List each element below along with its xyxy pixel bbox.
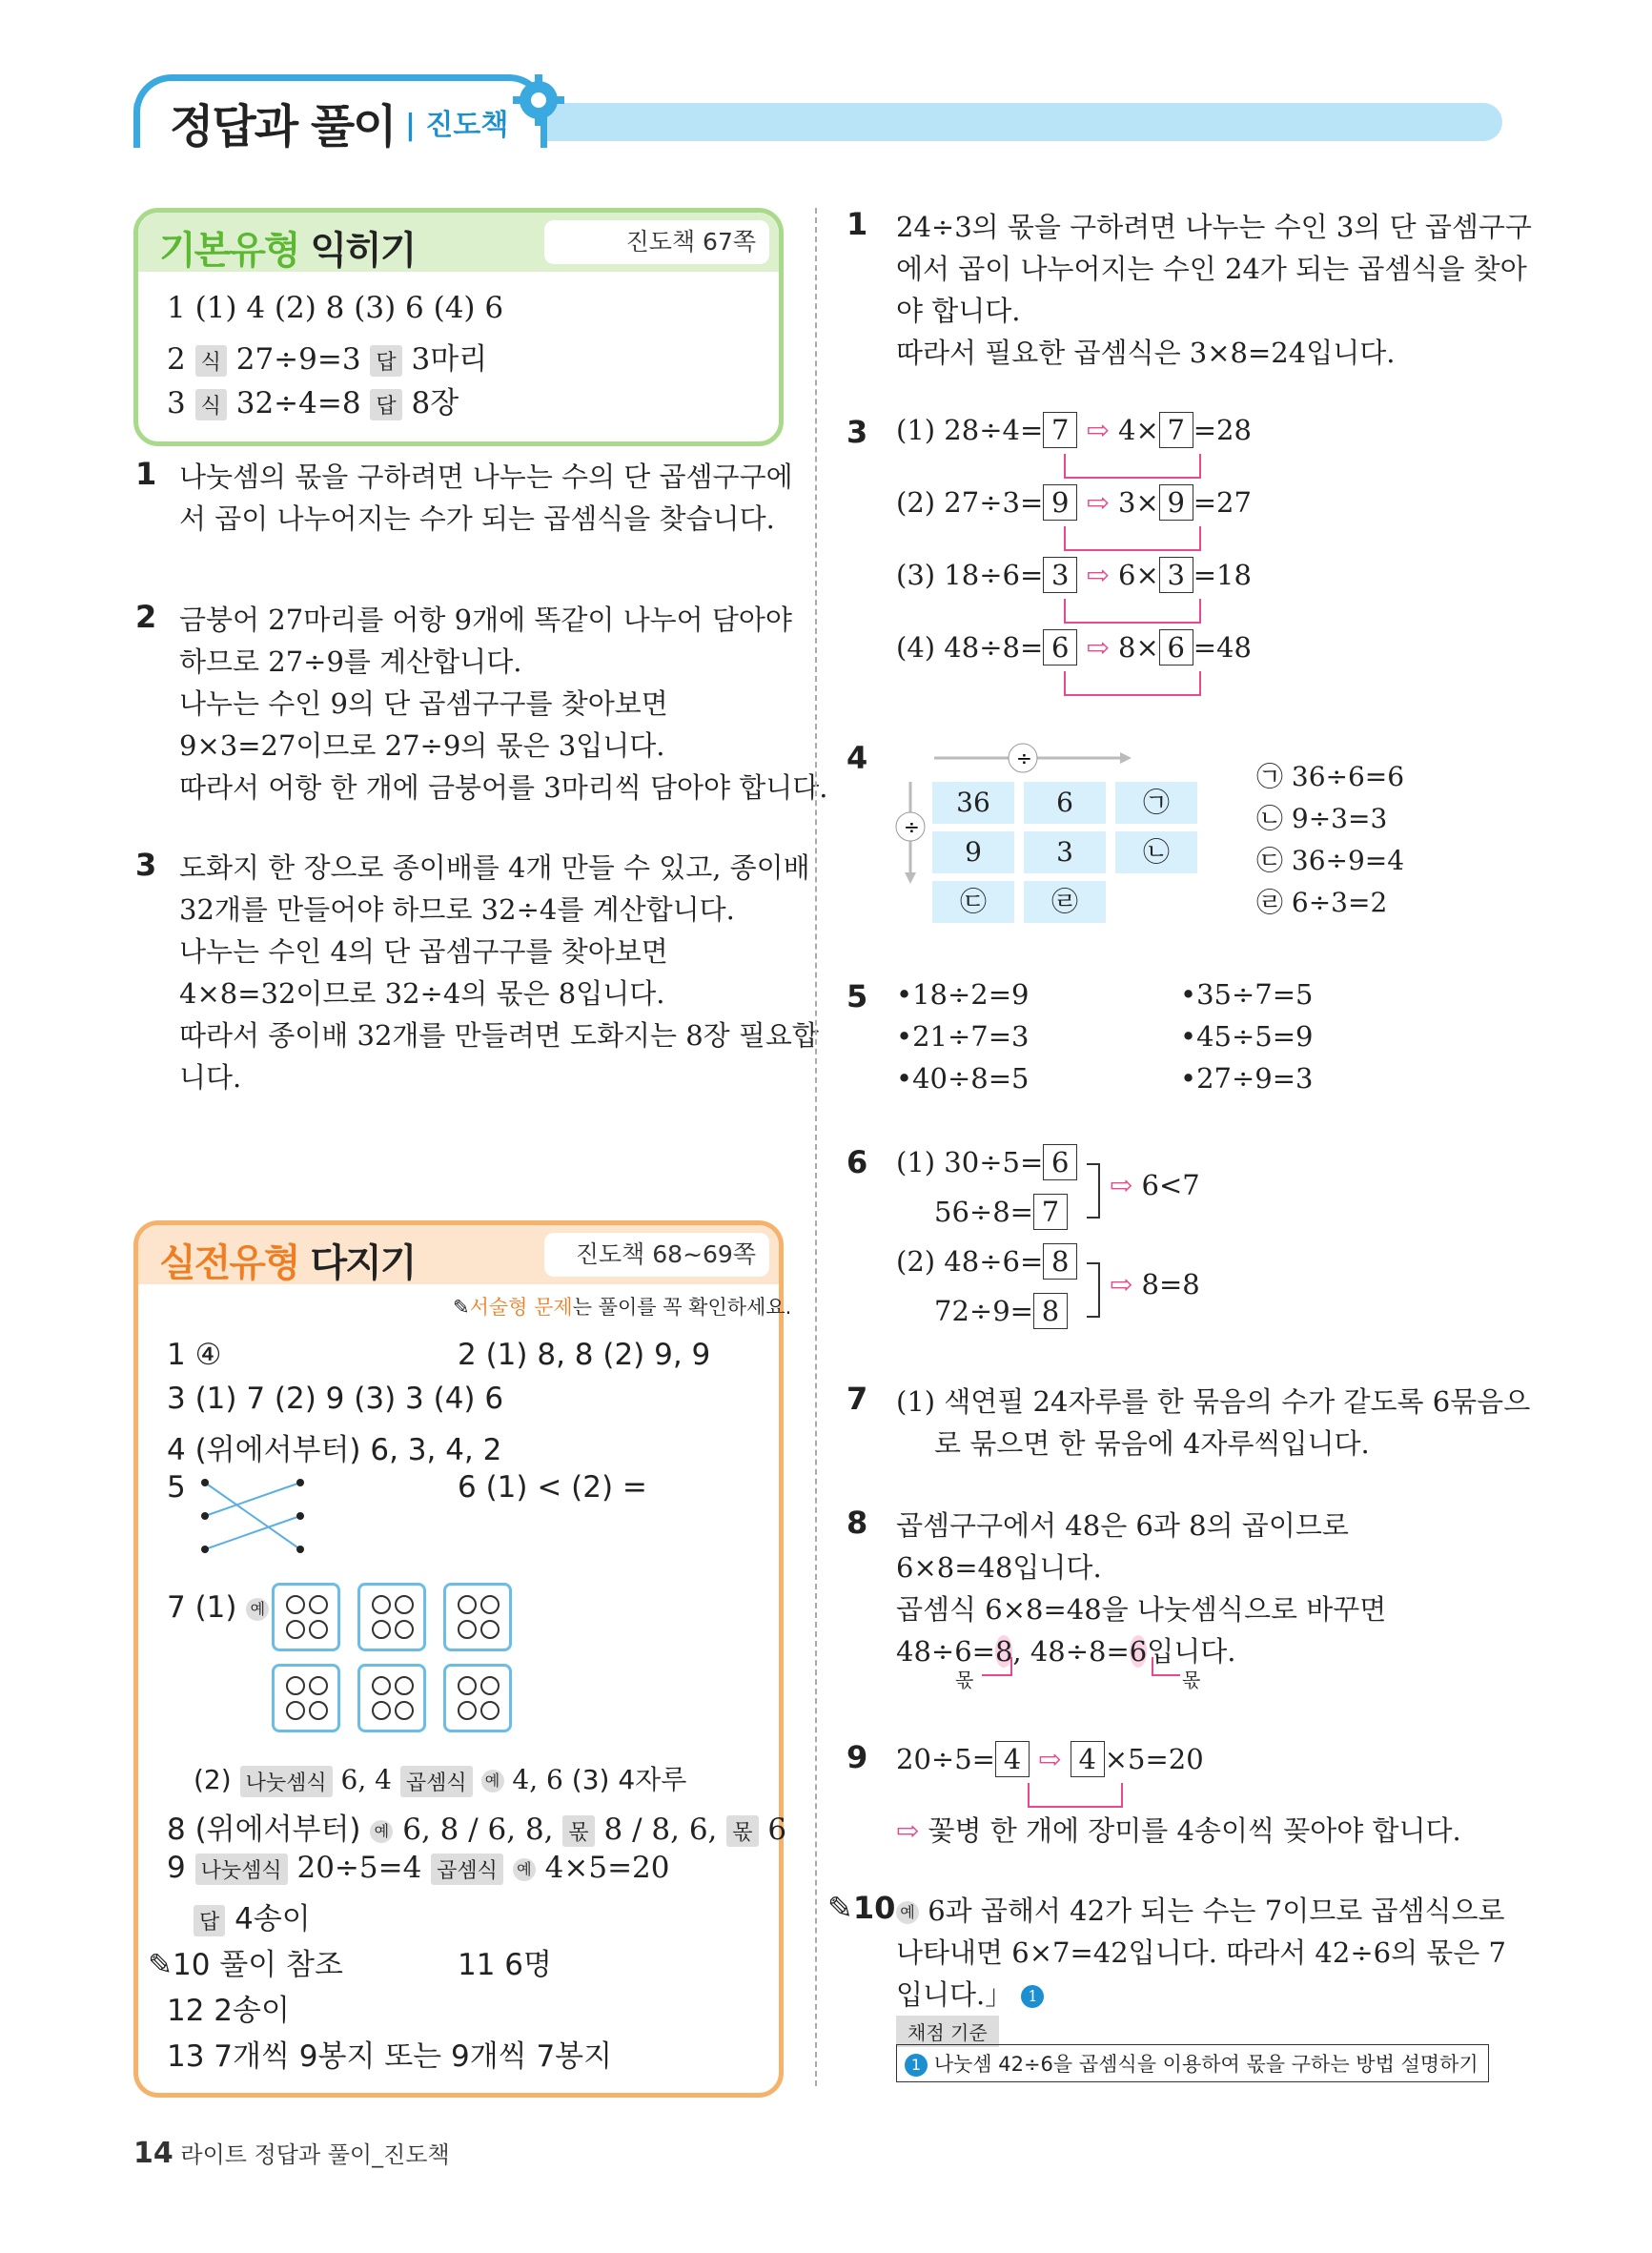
connector-line bbox=[1028, 1783, 1123, 1808]
p-answer-1: 1 ④ bbox=[167, 1338, 222, 1372]
grid-cell: 36 bbox=[932, 782, 1014, 824]
arrow-icon: ⇨ bbox=[1077, 631, 1118, 664]
bracket bbox=[1087, 1262, 1100, 1318]
equation-row bbox=[896, 557, 1252, 593]
answer-3: 3 식 32÷4=8 답 8장 bbox=[167, 386, 459, 420]
dot bbox=[458, 1676, 477, 1695]
solution-number: 8 bbox=[846, 1505, 868, 1541]
label-line bbox=[1152, 1657, 1180, 1676]
division-fact: •35÷7=5 bbox=[1180, 978, 1314, 1011]
solution-number: 1 bbox=[846, 206, 868, 242]
arrow-icon: ⇨ bbox=[1077, 559, 1118, 591]
dot-group bbox=[357, 1583, 426, 1651]
solution-line bbox=[896, 1630, 1236, 1669]
solution-line: 곱셈식 6×8=48을 나눗셈식으로 바꾸면 bbox=[896, 1593, 1387, 1626]
p-answer-7: 7 (1) 예 bbox=[167, 1590, 269, 1625]
solution-number: 3 bbox=[135, 847, 157, 883]
equation-left: 56÷8= bbox=[934, 1196, 1033, 1228]
criteria-text: 나눗셈 42÷6을 곱셈식을 이용하여 몫을 구하는 방법 설명하기 bbox=[933, 2053, 1479, 2076]
basic-type-box bbox=[133, 208, 784, 446]
solution-line: 나누는 수인 4의 단 곱셈구구를 찾아보면 bbox=[179, 935, 668, 968]
answer-box: 3 bbox=[1043, 557, 1077, 593]
equation-row bbox=[896, 484, 1252, 521]
solution-number: 4 bbox=[846, 740, 868, 776]
pencil-icon: ✎ bbox=[148, 1948, 173, 1982]
connector-line bbox=[1064, 454, 1201, 479]
line-text: 꽃병 한 개에 장미를 4송이씩 꽂아야 합니다. bbox=[928, 1814, 1461, 1847]
comparison-text: 8=8 bbox=[1141, 1268, 1200, 1301]
division-fact: •27÷9=3 bbox=[1180, 1062, 1314, 1095]
p-answer-4: 4 (위에서부터) 6, 3, 4, 2 bbox=[167, 1433, 502, 1467]
grid-cell: ㉣ bbox=[1024, 881, 1106, 923]
solution-line: 곱셈구구에서 48은 6과 8의 곱이므로 bbox=[896, 1509, 1349, 1542]
box-title: 실전유형 다지기 bbox=[159, 1241, 416, 1285]
answer-box: 6 bbox=[1159, 629, 1193, 666]
answer-box: 6 bbox=[1043, 629, 1077, 666]
dot-group bbox=[272, 1664, 340, 1732]
bracket bbox=[1087, 1163, 1100, 1219]
p-answer-9: 9 나눗셈식 20÷5=4 곱셈식 예 4×5=20 bbox=[167, 1851, 670, 1885]
eq-part: 입니다. bbox=[1147, 1635, 1236, 1668]
comparison-row bbox=[896, 1144, 1077, 1180]
answer-box: 9 bbox=[1159, 484, 1193, 521]
equation-left: 20÷5= bbox=[896, 1743, 995, 1775]
box-title: 기본유형 익히기 bbox=[159, 229, 416, 273]
p-answer-12: 12 2송이 bbox=[167, 1994, 290, 2028]
equation-mid: 6× bbox=[1118, 559, 1159, 591]
p-answer-6: 6 (1) < (2) = bbox=[458, 1470, 647, 1505]
answer-2: 2 식 27÷9=3 답 3마리 bbox=[167, 342, 488, 377]
solution-line: 따라서 어항 한 개에 금붕어를 3마리씩 담아야 합니다. bbox=[179, 771, 828, 804]
criteria-title: 채점 기준 bbox=[896, 2016, 999, 2047]
solution-number: 5 bbox=[846, 978, 868, 1014]
highlight-quotient: 6 bbox=[1129, 1635, 1148, 1668]
dot bbox=[395, 1676, 414, 1695]
equation-left: (1) 28÷4= bbox=[896, 414, 1044, 446]
line-text: 나타내면 6×7=42입니다. 따라서 42÷6의 몫은 7 bbox=[896, 1936, 1506, 1969]
solution-line: 나누는 수인 9의 단 곱셈구구를 찾아보면 bbox=[179, 687, 668, 720]
essay-note: ✎서술형 문제는 풀이를 꼭 확인하세요. bbox=[453, 1296, 792, 1319]
dot-group bbox=[272, 1583, 340, 1651]
dot bbox=[309, 1595, 328, 1614]
gear-icon bbox=[511, 72, 566, 128]
comparison-row bbox=[896, 1243, 1077, 1280]
solution-line bbox=[896, 1974, 1044, 2013]
dot bbox=[309, 1676, 328, 1695]
p-answer-7b: (2) 나눗셈식 6, 4 곱셈식 예 4, 6 (3) 4자루 bbox=[194, 1764, 687, 1795]
footer: 14 라이트 정답과 풀이_진도책 bbox=[133, 2137, 450, 2170]
equation-left: (1) 30÷5= bbox=[896, 1146, 1044, 1178]
dot bbox=[372, 1701, 391, 1720]
dot bbox=[286, 1701, 305, 1720]
solution-line: 야 합니다. bbox=[896, 295, 1021, 327]
solution-line: 24÷3의 몫을 구하려면 나누는 수인 3의 단 곱셈구구 bbox=[896, 211, 1532, 243]
equation-right: =27 bbox=[1193, 486, 1252, 519]
arrow-icon: ⇨ bbox=[896, 1814, 928, 1847]
solution-number: 2 bbox=[135, 599, 157, 635]
answer-box: 4 bbox=[1071, 1741, 1105, 1777]
page-title: 정답과 풀이 bbox=[170, 100, 396, 154]
equation-left: (4) 48÷8= bbox=[896, 631, 1044, 664]
example-badge: 예 bbox=[896, 1901, 919, 1924]
solution-line: 따라서 필요한 곱셈식은 3×8=24입니다. bbox=[896, 337, 1396, 369]
grid-cell: 9 bbox=[932, 831, 1014, 873]
connector-line bbox=[1064, 671, 1201, 696]
dot bbox=[480, 1676, 500, 1695]
solution-line: 로 묶으면 한 묶음에 4자루씩입니다. bbox=[934, 1427, 1370, 1460]
equation-left: 72÷9= bbox=[934, 1295, 1033, 1327]
grid-cell: 3 bbox=[1024, 831, 1106, 873]
solution-line: 금붕어 27마리를 어항 9개에 똑같이 나누어 담아야 bbox=[179, 604, 792, 636]
page-ref: 진도책 68~69쪽 bbox=[544, 1233, 769, 1277]
page-ref: 진도책 67쪽 bbox=[544, 220, 769, 264]
connector-line bbox=[1064, 526, 1201, 551]
mark-badge: 1 bbox=[1021, 1985, 1044, 2008]
comparison-text: 6<7 bbox=[1141, 1169, 1200, 1201]
solution-line bbox=[896, 1810, 1461, 1849]
solution-number: 6 bbox=[846, 1144, 868, 1180]
solution-line: 서 곱이 나누어지는 수가 되는 곱셈식을 찾습니다. bbox=[179, 502, 775, 535]
p-answer-11: 11 6명 bbox=[458, 1948, 552, 1982]
arrow-icon: ⇨ bbox=[1077, 414, 1118, 446]
equation-mid: 4× bbox=[1118, 414, 1159, 446]
eq-part: , 48÷8= bbox=[1012, 1635, 1130, 1668]
dot-group bbox=[443, 1583, 512, 1651]
equation-row bbox=[896, 1741, 1204, 1777]
solution-number: 1 bbox=[135, 456, 157, 492]
equation-right: =18 bbox=[1193, 559, 1252, 591]
solution-line: 따라서 종이배 32개를 만들려면 도화지는 8장 필요합 bbox=[179, 1019, 819, 1052]
solution-line bbox=[896, 1932, 1506, 1971]
p-answer-10: ✎10 풀이 참조 bbox=[148, 1948, 343, 1982]
comparison-result bbox=[1110, 1268, 1200, 1301]
division-fact: •45÷5=9 bbox=[1180, 1020, 1314, 1053]
p-answer-8: 8 (위에서부터) 예 6, 8 / 6, 8, 몫 8 / 8, 6, 몫 6 bbox=[167, 1813, 787, 1847]
division-fact: •18÷2=9 bbox=[896, 978, 1030, 1011]
p-answer-2: 2 (1) 8, 8 (2) 9, 9 bbox=[458, 1338, 711, 1372]
equation-row bbox=[896, 412, 1252, 448]
equation-left: (2) 27÷3= bbox=[896, 486, 1044, 519]
dot-group bbox=[357, 1664, 426, 1732]
answer-box: 9 bbox=[1043, 484, 1077, 521]
equation-right: =48 bbox=[1193, 631, 1252, 664]
dot bbox=[458, 1701, 477, 1720]
dot bbox=[458, 1620, 477, 1639]
grid-answer: ㉡ 9÷3=3 bbox=[1256, 803, 1388, 834]
dot-group bbox=[443, 1664, 512, 1732]
pencil-icon: ✎ bbox=[453, 1296, 470, 1319]
pencil-icon: ✎ bbox=[827, 1890, 853, 1926]
solution-line: 나눗셈의 몫을 구하려면 나누는 수의 단 곱셈구구에 bbox=[179, 461, 793, 493]
solution-number: 7 bbox=[846, 1381, 868, 1417]
eq-part: 48÷6= bbox=[896, 1635, 995, 1668]
arrow-icon: ⇨ bbox=[1077, 486, 1118, 519]
grid-cell: 6 bbox=[1024, 782, 1106, 824]
solution-line: 6×8=48입니다. bbox=[896, 1551, 1102, 1584]
answer-box: 8 bbox=[1043, 1243, 1077, 1280]
dot bbox=[286, 1620, 305, 1639]
equation-right: ×5=20 bbox=[1104, 1743, 1204, 1775]
dot bbox=[309, 1701, 328, 1720]
answer-box: 8 bbox=[1033, 1293, 1068, 1329]
p-answer-5: 5 bbox=[167, 1470, 186, 1505]
solution-line bbox=[896, 1890, 1505, 1929]
dot bbox=[372, 1620, 391, 1639]
grid-answer: ㉣ 6÷3=2 bbox=[1256, 887, 1388, 918]
solution-number bbox=[827, 1890, 895, 1926]
solution-line: 도화지 한 장으로 종이배를 4개 만들 수 있고, 종이배 bbox=[179, 851, 810, 884]
answer-box: 6 bbox=[1043, 1144, 1077, 1180]
solution-line: 4×8=32이므로 32÷4의 몫은 8입니다. bbox=[179, 977, 665, 1010]
dot bbox=[395, 1595, 414, 1614]
solution-number: 9 bbox=[846, 1739, 868, 1775]
grid-answer: ㉠ 36÷6=6 bbox=[1256, 761, 1405, 792]
op-top: ÷ bbox=[1016, 747, 1032, 769]
solution-line: 니다. bbox=[179, 1061, 242, 1094]
grid-cell: ㉡ bbox=[1115, 831, 1197, 873]
matching-lines bbox=[195, 1473, 310, 1559]
p-answer-9-ans: 답 4송이 bbox=[194, 1895, 311, 1937]
equation-mid: 8× bbox=[1118, 631, 1159, 664]
answer-box: 7 bbox=[1043, 412, 1077, 448]
arrow-icon: ⇨ bbox=[1110, 1169, 1142, 1201]
dot bbox=[372, 1595, 391, 1614]
solution-line: (1) 색연필 24자루를 한 묶음의 수가 같도록 6묶음으 bbox=[896, 1385, 1531, 1418]
quotient-label: 몫 bbox=[955, 1669, 974, 1691]
line-text: 입니다.」 bbox=[896, 1978, 1013, 2011]
arrow-icon: ⇨ bbox=[1029, 1743, 1071, 1775]
answer-box: 3 bbox=[1159, 557, 1193, 593]
grid-cell: ㉢ bbox=[932, 881, 1014, 923]
mark-badge: 1 bbox=[905, 2054, 928, 2077]
comparison-row bbox=[934, 1293, 1068, 1329]
dot bbox=[458, 1595, 477, 1614]
solution-line: 하므로 27÷9를 계산합니다. bbox=[179, 645, 522, 678]
dot bbox=[395, 1701, 414, 1720]
comparison-row bbox=[934, 1194, 1068, 1230]
connector-line bbox=[1064, 599, 1201, 624]
equation-mid: 3× bbox=[1118, 486, 1159, 519]
line-text: 6과 곱해서 42가 되는 수는 7이므로 곱셈식으로 bbox=[928, 1895, 1505, 1927]
op-left: ÷ bbox=[904, 815, 920, 838]
criteria-box bbox=[896, 2044, 1489, 2082]
answer-box: 4 bbox=[995, 1741, 1030, 1777]
label-line bbox=[982, 1657, 1012, 1676]
quotient-label: 몫 bbox=[1182, 1669, 1201, 1691]
practice-type-box bbox=[133, 1220, 792, 2098]
number-text: 10 bbox=[852, 1890, 896, 1926]
comparison-result bbox=[1110, 1169, 1200, 1201]
division-fact: •40÷8=5 bbox=[896, 1062, 1030, 1095]
dot bbox=[480, 1701, 500, 1720]
arrow-icon: ⇨ bbox=[1110, 1268, 1142, 1301]
p-answer-13: 13 7개씩 9봉지 또는 9개씩 7봉지 bbox=[167, 2039, 613, 2074]
answer-box: 7 bbox=[1033, 1194, 1068, 1230]
dot bbox=[480, 1595, 500, 1614]
p-answer-3: 3 (1) 7 (2) 9 (3) 3 (4) 6 bbox=[167, 1382, 504, 1416]
division-fact: •21÷7=3 bbox=[896, 1020, 1030, 1053]
solution-number: 3 bbox=[846, 414, 868, 450]
dot bbox=[309, 1620, 328, 1639]
equation-right: =28 bbox=[1193, 414, 1252, 446]
solution-line: 32개를 만들어야 하므로 32÷4를 계산합니다. bbox=[179, 893, 735, 926]
dot bbox=[286, 1676, 305, 1695]
solution-line: 에서 곱이 나누어지는 수인 24가 되는 곱셈식을 찾아 bbox=[896, 253, 1527, 285]
highlight-quotient: 8 bbox=[994, 1635, 1013, 1668]
answer-1: 1 (1) 4 (2) 8 (3) 6 (4) 6 bbox=[167, 291, 504, 325]
page-subtitle: | 진도책 bbox=[405, 109, 509, 142]
equation-row bbox=[896, 629, 1252, 666]
dot bbox=[372, 1676, 391, 1695]
grid-answer: ㉢ 36÷9=4 bbox=[1256, 845, 1405, 876]
answer-box: 7 bbox=[1159, 412, 1193, 448]
equation-left: (3) 18÷6= bbox=[896, 559, 1044, 591]
column-divider bbox=[815, 208, 817, 2086]
dot bbox=[286, 1595, 305, 1614]
dot bbox=[395, 1620, 414, 1639]
equation-left: (2) 48÷6= bbox=[896, 1245, 1044, 1278]
dot bbox=[480, 1620, 500, 1639]
solution-line: 9×3=27이므로 27÷9의 몫은 3입니다. bbox=[179, 729, 665, 762]
grid-cell: ㉠ bbox=[1115, 782, 1197, 824]
